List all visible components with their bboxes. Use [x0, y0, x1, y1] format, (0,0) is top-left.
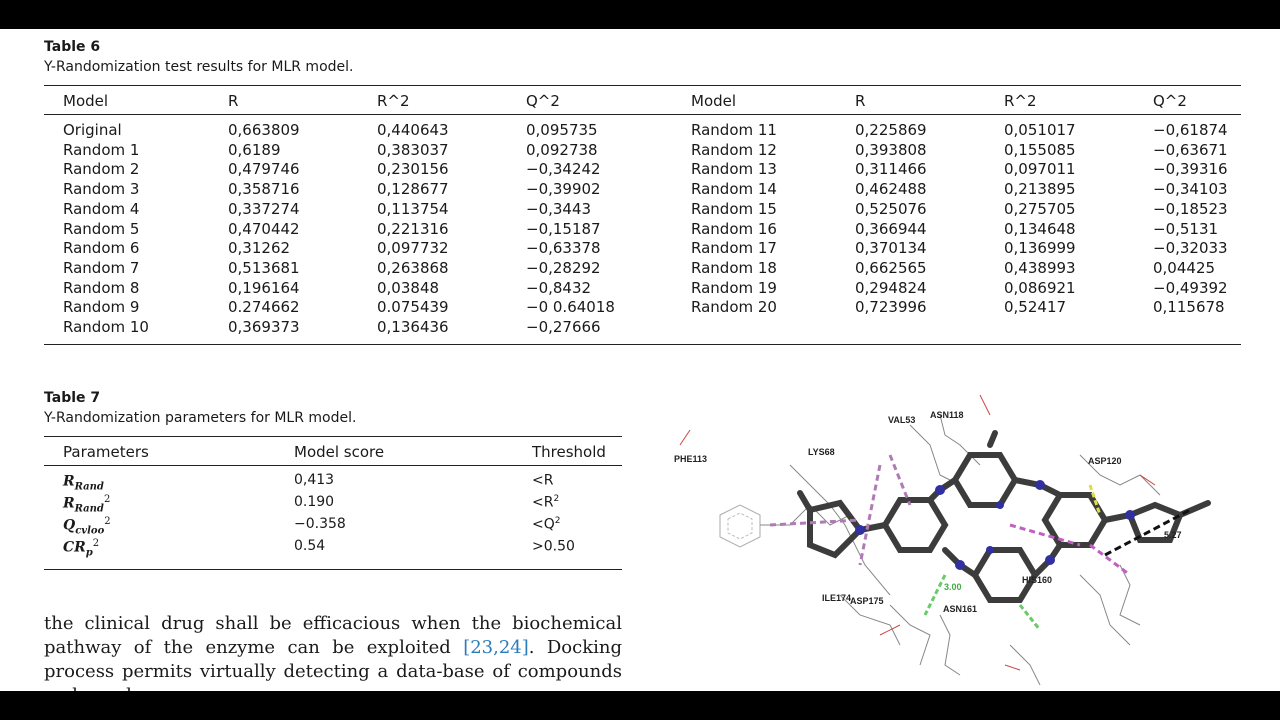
citation-link[interactable]: [23,24] — [463, 637, 529, 658]
bottom-letterbox-bar — [0, 691, 1280, 720]
table7-model-score: 0,413 — [294, 472, 335, 488]
table6-cell: 0,275705 — [1004, 199, 1076, 218]
parameter-symbol: R — [63, 473, 75, 490]
table6-cell: 0,470442 — [228, 219, 300, 238]
table6-bottom-rule — [44, 344, 1241, 345]
body-text-end: . Docking process permits virtually detecting a data-base of compounds — [44, 637, 622, 682]
table6-cell: Random 17 — [691, 239, 777, 258]
table7-bottom-rule — [44, 569, 622, 570]
residue-label: HIS160 — [1022, 575, 1053, 585]
table6-header-cell: R — [855, 92, 866, 110]
parameter-symbol: R — [63, 495, 75, 512]
table6-cell: 0,723996 — [855, 298, 927, 317]
table7-threshold — [532, 494, 559, 511]
table6-cell: 0,52417 — [1004, 298, 1067, 317]
table6-cell: Random 11 — [691, 121, 777, 139]
table6-cell: 0,6189 — [228, 140, 281, 159]
residue-label: LYS68 — [808, 447, 835, 457]
threshold-superscript: 2 — [554, 516, 561, 526]
residue-label: PHE113 — [674, 454, 708, 464]
table6-cell: Random 9 — [63, 298, 140, 317]
table6-cell: 0,221316 — [377, 219, 449, 238]
table6-cell: −0,8432 — [526, 278, 592, 297]
table7-header-rule — [44, 465, 622, 466]
table6-cell: 0,370134 — [855, 239, 927, 258]
residue-label: ASP175 — [850, 596, 884, 606]
table6-cell: Random 16 — [691, 219, 777, 238]
table6-cell: Random 8 — [63, 278, 140, 297]
table6-cell: Random 20 — [691, 298, 777, 317]
table6-cell: 0,092738 — [526, 140, 598, 159]
parameter-subscript: p — [85, 547, 93, 559]
table6-header-cell: R^2 — [377, 92, 410, 110]
table6-cell: 0,095735 — [526, 121, 598, 139]
table6-cell: 0,662565 — [855, 258, 927, 277]
table6-cell: 0,294824 — [855, 278, 927, 297]
table6-cell: 0,097011 — [1004, 160, 1076, 179]
table6-cell: 0,525076 — [855, 199, 927, 218]
table7-parameter — [63, 538, 99, 558]
body-text-start: the clinical drug shall be efficacious when the biochemical pathway of the enzyme can be exploited — [44, 613, 622, 658]
table6-cell: 0,213895 — [1004, 180, 1076, 199]
table6-header-cell: R — [228, 92, 239, 110]
residue-label: ASP120 — [1088, 456, 1122, 466]
table6-cell: Random 4 — [63, 199, 140, 218]
table7-threshold — [532, 516, 560, 533]
table7-parameter — [63, 516, 111, 536]
table6-top-rule — [44, 85, 1241, 86]
table6-cell: 0,663809 — [228, 121, 300, 139]
table6-header-cell: Q^2 — [1153, 92, 1187, 110]
table6-cell: −0,61874 — [1153, 121, 1228, 139]
table6-cell: Random 10 — [63, 318, 149, 336]
table6-cell: 0,383037 — [377, 140, 449, 159]
table6-cell: −0,28292 — [526, 258, 601, 277]
table7-threshold — [532, 538, 575, 555]
table6-cell: 0,136999 — [1004, 239, 1076, 258]
table6-cell: −0,3443 — [526, 199, 592, 218]
table6-cell: −0,34103 — [1153, 180, 1228, 199]
threshold-value: <R — [532, 472, 554, 489]
table6-cell: 0,051017 — [1004, 121, 1076, 139]
table6-cell: 0,311466 — [855, 160, 927, 179]
table7-label: Table 7 — [44, 390, 101, 406]
table6-cell: 0,479746 — [228, 160, 300, 179]
table6-cell: Random 1 — [63, 140, 140, 159]
table6-header-rule — [44, 114, 1241, 115]
table6-header-cell: Q^2 — [526, 92, 560, 110]
distance-label: 3.00 — [944, 582, 962, 592]
table6-label: Table 6 — [44, 39, 101, 55]
table6-cell: 0,225869 — [855, 121, 927, 139]
table6-cell: −0,39902 — [526, 180, 601, 199]
table6-cell: −0,27666 — [526, 318, 601, 336]
table7-model-score: 0.190 — [294, 494, 335, 510]
table6-cell: 0,393808 — [855, 140, 927, 159]
table6-cell: 0,196164 — [228, 278, 300, 297]
table6-cell: 0,113754 — [377, 199, 449, 218]
table7-header-cell: Threshold — [532, 443, 606, 461]
table6-cell: −0 0.64018 — [526, 298, 615, 317]
table6-cell: −0,39316 — [1153, 160, 1228, 179]
table6-cell: 0,513681 — [228, 258, 300, 277]
table7-header-cell: Model score — [294, 443, 385, 461]
table6-cell: Random 19 — [691, 278, 777, 297]
table6-cell: Random 5 — [63, 219, 140, 238]
parameter-subscript: Rand — [74, 503, 104, 515]
table7-parameter — [63, 494, 110, 514]
docking-figure — [660, 385, 1260, 685]
table7-parameter — [63, 472, 104, 492]
table7-top-rule — [44, 436, 622, 437]
table6-cell: −0,32033 — [1153, 239, 1228, 258]
table6-cell: 0,155085 — [1004, 140, 1076, 159]
table6-cell: 0,369373 — [228, 318, 300, 336]
table6-cell: Random 14 — [691, 180, 777, 199]
parameter-subscript: cvloo — [75, 525, 105, 537]
table6-cell: 0,115678 — [1153, 298, 1225, 317]
table6-cell: Random 7 — [63, 258, 140, 277]
table6-cell: 0.274662 — [228, 298, 300, 317]
table6-cell: 0,097732 — [377, 239, 449, 258]
table6-cell: 0,134648 — [1004, 219, 1076, 238]
table6-cell: −0,49392 — [1153, 278, 1228, 297]
table6-cell: 0.075439 — [377, 298, 449, 317]
residue-label: ASN118 — [930, 410, 964, 420]
table6-header-cell: Model — [691, 92, 737, 110]
table6-cell: −0,18523 — [1153, 199, 1228, 218]
threshold-value: <Q — [532, 516, 555, 533]
table7-threshold — [532, 472, 553, 489]
table6-cell: −0,15187 — [526, 219, 601, 238]
table6-header-cell: R^2 — [1004, 92, 1037, 110]
table6-header-cell: Model — [63, 92, 109, 110]
table6-cell: −0,63378 — [526, 239, 601, 258]
table6-cell: 0,136436 — [377, 318, 449, 336]
table6-cell: −0,63671 — [1153, 140, 1228, 159]
table6-caption: Y-Randomization test results for MLR model. — [44, 59, 354, 75]
parameter-superscript: 2 — [104, 516, 111, 527]
residue-label: ASN161 — [943, 604, 978, 614]
table6-cell: Random 18 — [691, 258, 777, 277]
table6-cell: 0,31262 — [228, 239, 291, 258]
table6-cell: 0,366944 — [855, 219, 927, 238]
table6-cell: Random 3 — [63, 180, 140, 199]
parameter-subscript: Rand — [74, 481, 104, 493]
table6-cell: Random 13 — [691, 160, 777, 179]
threshold-value: >0.50 — [532, 538, 575, 555]
residue-wireframe — [680, 395, 1160, 685]
table6-cell: 0,337274 — [228, 199, 300, 218]
table6-cell: Original — [63, 121, 122, 139]
table6-cell: 0,358716 — [228, 180, 300, 199]
table6-cell: 0,086921 — [1004, 278, 1076, 297]
table7-model-score: 0.54 — [294, 538, 326, 554]
table6-cell: −0,34242 — [526, 160, 601, 179]
table6-cell: 0,230156 — [377, 160, 449, 179]
threshold-superscript: 2 — [553, 494, 560, 504]
table6-cell: 0,04425 — [1153, 258, 1216, 277]
parameter-superscript: 2 — [103, 494, 111, 505]
parameter-superscript: 2 — [92, 538, 100, 549]
table6-cell: 0,03848 — [377, 278, 440, 297]
table6-cell: 0,263868 — [377, 258, 449, 277]
table6-cell: Random 15 — [691, 199, 777, 218]
table6-cell: Random 2 — [63, 160, 140, 179]
ligand-sticks — [800, 433, 1208, 600]
table6-cell: −0,5131 — [1153, 219, 1219, 238]
table7-model-score: −0.358 — [294, 516, 346, 532]
residue-label: VAL53 — [888, 415, 916, 425]
distance-label: 5.27 — [1164, 530, 1182, 540]
parameter-symbol: Q — [63, 517, 76, 534]
threshold-value: <R — [532, 494, 554, 511]
table6-cell: 0,128677 — [377, 180, 449, 199]
table7-caption: Y-Randomization parameters for MLR model. — [44, 410, 357, 426]
table6-cell: 0,438993 — [1004, 258, 1076, 277]
table6-cell: 0,440643 — [377, 121, 449, 139]
table6-cell: Random 6 — [63, 239, 140, 258]
table6-cell: Random 12 — [691, 140, 777, 159]
residue-label: ILE174 — [822, 593, 852, 603]
top-letterbox-bar — [0, 0, 1280, 29]
table7-header-cell: Parameters — [63, 443, 149, 461]
table6-cell: 0,462488 — [855, 180, 927, 199]
parameter-symbol: CR — [63, 539, 86, 556]
